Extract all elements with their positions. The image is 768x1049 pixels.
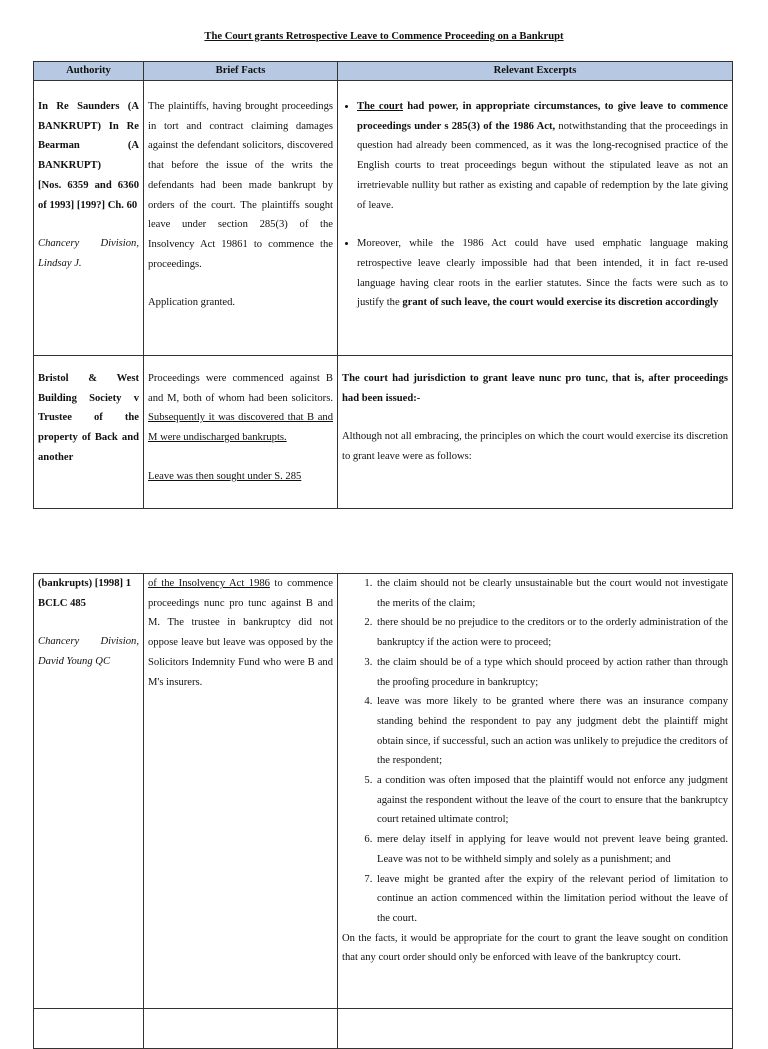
table-row bbox=[34, 81, 733, 356]
empty-cell bbox=[338, 1009, 733, 1049]
facts-cell bbox=[144, 81, 338, 356]
excerpt-item bbox=[357, 234, 728, 313]
table-row bbox=[34, 356, 733, 509]
authority-cell bbox=[34, 81, 144, 356]
principle-item: 6. mere delay itself in applying for leave would not prevent leave being granted. Leave was not to be withheld simply and solely as a punishment; and bbox=[375, 830, 728, 869]
excerpts-cell bbox=[338, 81, 733, 356]
case-citation: [Nos. 6359 and 6360 of 1993] [199?] Ch. 60 bbox=[38, 179, 139, 211]
header-authority: Authority bbox=[34, 62, 144, 81]
case-table-top bbox=[33, 61, 733, 509]
facts-leave: Leave was then sought under S. 285 bbox=[148, 470, 302, 482]
case-citation: (bankrupts) [1998] 1 BCLC 485 bbox=[38, 578, 132, 609]
outcome-text: Application granted. bbox=[148, 297, 236, 309]
facts-text bbox=[148, 574, 333, 692]
facts-text bbox=[148, 369, 333, 448]
excerpt-item bbox=[357, 97, 728, 215]
excerpt-text: Moreover, while the 1986 Act could have used emphatic language making retrospective leave clearly impossible had that been intended, it in fact re-used language having clear roots in the earlier statutes. Since the facts were such as to justify the bbox=[357, 238, 728, 309]
facts-cont: to commence proceedings nunc pro tunc against B and M. The trustee in bankruptcy did not oppose leave but leave was opposed by the Solicitors Indemnity Fund who were B and M's insurers. bbox=[148, 578, 333, 688]
case-name: Bristol & West Building Society v Trustee of the property of Back and another bbox=[38, 373, 139, 463]
case-table-continued bbox=[33, 573, 733, 1049]
excerpt-list bbox=[342, 97, 728, 313]
table-row bbox=[34, 1009, 733, 1049]
principle-item: 7. leave might be granted after the expiry of the relevant period of limitation to continue an action commenced within the limitation period without the leave of the court. bbox=[375, 870, 728, 929]
principle-item: 5. a condition was often imposed that the plaintiff would not enforce any judgment against the respondent without the leave of the court to ensure that the bankruptcy court retained ultimate control; bbox=[375, 771, 728, 830]
jurisdiction-text: The court had jurisdiction to grant leave nunc pro tunc, that is, after proceedings had been issued:- bbox=[342, 373, 728, 404]
table-row bbox=[34, 574, 733, 1009]
authority-cell bbox=[34, 356, 144, 509]
principle-item: 1. the claim should not be clearly unsustainable but the court would not investigate the merits of the claim; bbox=[375, 574, 728, 613]
principle-item: 4. leave was more likely to be granted where there was an insurance company standing behind the respondent to pay any judgment debt the plaintiff might obtain since, if successful, such an action was unlikely to prejudice the creditors of the respondent; bbox=[375, 692, 728, 771]
excerpts-cell bbox=[338, 356, 733, 509]
facts-cell bbox=[144, 356, 338, 509]
facts-plain: Proceedings were commenced against B and M, both of whom had been solicitors. bbox=[148, 373, 333, 404]
court-judge: Chancery Division, David Young QC bbox=[38, 636, 139, 668]
principle-item: 2. there should be no prejudice to the creditors or to the orderly administration of the bankruptcy if the action were to proceed; bbox=[375, 613, 728, 652]
facts-underlined: Subsequently it was discovered that B and M were undischarged bankrupts. bbox=[148, 412, 333, 444]
facts-cell bbox=[144, 574, 338, 1009]
authority-cell bbox=[34, 574, 144, 1009]
excerpt-bold: had power, in appropriate circumstances, to give leave to commence proceedings under s 285(3) of the 1986 Act, bbox=[357, 101, 728, 132]
document-title: The Court grants Retrospective Leave to Commence Proceeding on a Bankrupt bbox=[204, 31, 564, 42]
excerpt-text: notwithstanding that the proceedings in question had already been commenced, as it was the long-recognised practice of the English courts to treat proceedings begun without the stipulated leave as not an irretrievable nullity but rather as existing and capable of redemption by the late giving of leave. bbox=[357, 120, 729, 211]
excerpt-bold: grant of such leave, the court would exercise its discretion accordingly bbox=[402, 297, 719, 309]
facts-cont-underlined: of the Insolvency Act 1986 bbox=[148, 578, 270, 589]
case-name: In Re Saunders (A BANKRUPT) In Re Bearman (A BANKRUPT) bbox=[38, 101, 139, 172]
court-judge: Chancery Division, Lindsay J. bbox=[38, 238, 139, 269]
header-relevant-excerpts: Relevant Excerpts bbox=[338, 62, 733, 81]
empty-cell bbox=[34, 1009, 144, 1049]
excerpt-court-link: The court bbox=[357, 101, 403, 112]
table-header-row bbox=[34, 62, 733, 81]
principles-list bbox=[342, 574, 728, 929]
principles-intro: Although not all embracing, the principles on which the court would exercise its discretion to grant leave were as follows: bbox=[342, 431, 728, 463]
facts-text: The plaintiffs, having brought proceedings in tort and contract claiming damages against the defendant solicitors, discovered that before the issue of the writs the defendants had been made bankrupt by orders of the court. The plaintiffs sought leave under section 285(3) of the Insolvency Act 19861 to commence the proceedings. bbox=[148, 101, 333, 270]
header-brief-facts: Brief Facts bbox=[144, 62, 338, 81]
conclusion-text: On the facts, it would be appropriate for the court to grant the leave sought on condition that any court order should only be enforced with leave of the bankruptcy court. bbox=[342, 932, 728, 964]
empty-cell bbox=[144, 1009, 338, 1049]
excerpts-cell bbox=[338, 574, 733, 1009]
principle-item: 3. the claim should be of a type which should proceed by action rather than through the proofing procedure in bankruptcy; bbox=[375, 653, 728, 692]
